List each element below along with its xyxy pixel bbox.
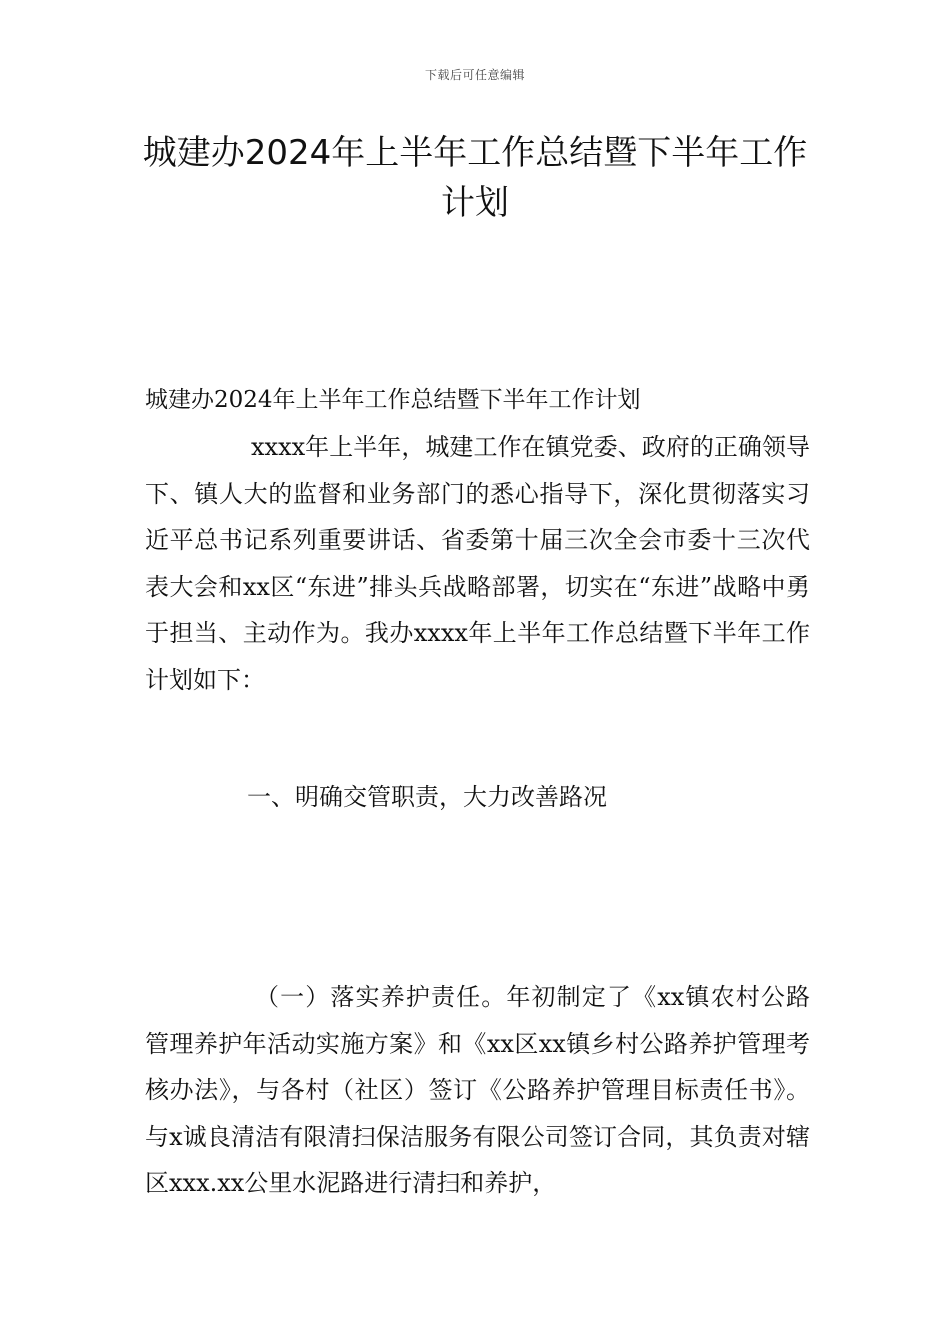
document-subtitle: 城建办2024年上半年工作总结暨下半年工作计划 [145, 387, 641, 413]
header-note: 下载后可任意编辑 [424, 68, 525, 82]
body-paragraph: （一）落实养护责任。年初制定了《xx镇农村公路管理养护年活动实施方案》和《xx区xx镇乡村公路养护管理考核办法》，与各村（社区）签订《公路养护管理目标责任书》。与x诚良清洁有限清扫保洁服务有限公司签订合同，其负责对辖区xxx.xx公里水泥路进行清扫和养护， [145, 983, 810, 1197]
section-heading: 一、明确交管职责，大力改善路况 [247, 783, 607, 811]
intro-paragraph: xxxx年上半年，城建工作在镇党委、政府的正确领导下、镇人大的监督和业务部门的悉心指导下，深化贯彻落实习近平总书记系列重要讲话、省委第十届三次全会市委十三次代表大会和xx区“东进”排头兵战略部署，切实在“东进”战略中勇于担当、主动作为。我办xxxx年上半年工作总结暨下半年工作计划如下： [145, 433, 810, 694]
document-title: 城建办2024年上半年工作总结暨下半年工作计划 [142, 133, 808, 223]
